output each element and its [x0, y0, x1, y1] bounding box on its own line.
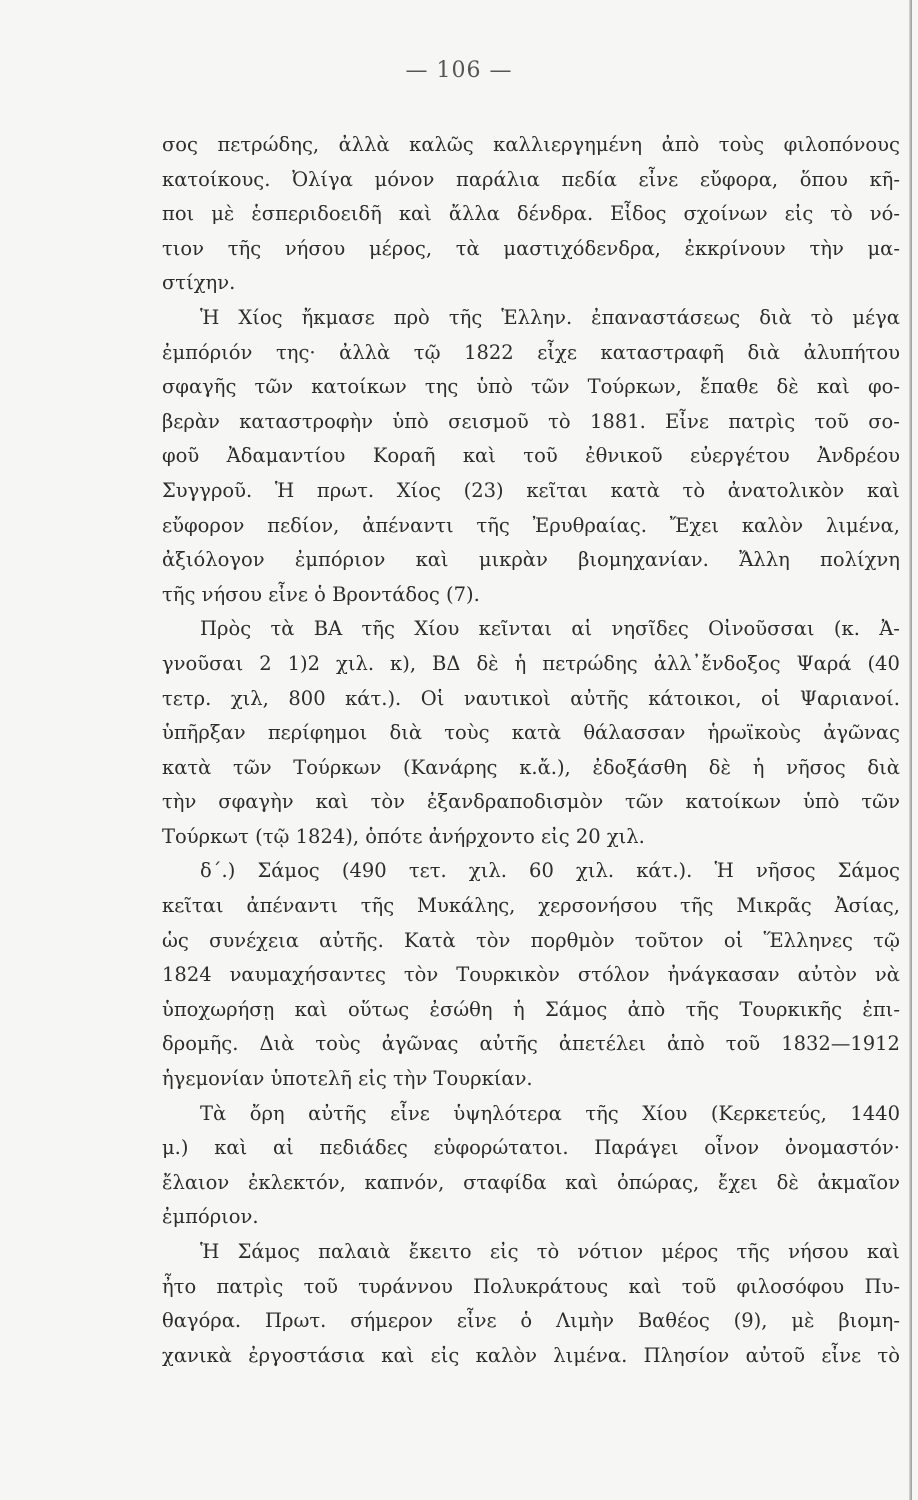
- text-line: σφαγῆς τῶν κατοίκων της ὑπὸ τῶν Τούρκων, ἔπαθε δὲ καὶ φο-: [162, 375, 900, 399]
- text-line: ὑπῆρξαν περίφημοι διὰ τοὺς κατὰ θάλασσαν ἡρωϊκοὺς ἀγῶνας: [162, 721, 900, 745]
- page-edge-shadow: [909, 0, 912, 1500]
- text-line: τιον τῆς νήσου μέρος, τὰ μαστιχόδενδρα, ἐκκρίνουν τὴν μα-: [162, 236, 900, 260]
- text-line: Τούρκωτ (τῷ 1824), ὁπότε ἀνήρχοντο εἰς 20 χιλ.: [162, 824, 645, 848]
- text-line: εὔφορον πεδίον, ἀπέναντι τῆς Ἐρυθραίας. Ἔχει καλὸν λιμένα,: [162, 513, 900, 537]
- text-line: τὴν σφαγὴν καὶ τὸν ἐξανδραποδισμὸν τῶν κατοίκων ὑπὸ τῶν: [162, 790, 900, 814]
- text-line: ποι μὲ ἑσπεριδοειδῆ καὶ ἄλλα δένδρα. Εἶδος σχοίνων εἰς τὸ νό-: [162, 202, 900, 226]
- text-line: 1824 ναυμαχήσαντες τὸν Τουρκικὸν στόλον ἠνάγκασαν αὐτὸν νὰ: [162, 963, 900, 987]
- text-line: στίχην.: [162, 271, 236, 295]
- text-line: κατὰ τῶν Τούρκων (Κανάρης κ.ἄ.), ἐδοξάσθη δὲ ἡ νῆσος διὰ: [162, 755, 900, 779]
- text-line: γνοῦσαι 2 1)2 χιλ. κ), ΒΔ δὲ ἡ πετρώδης ἀλλ᾽ἔνδοξος Ψαρά (40: [162, 651, 900, 675]
- text-line: φοῦ Ἀδαμαντίου Κοραῆ καὶ τοῦ ἐθνικοῦ εὐεργέτου Ἀνδρέου: [162, 444, 900, 468]
- text-line: τετρ. χιλ, 800 κάτ.). Οἱ ναυτικοὶ αὐτῆς κάτοικοι, οἱ Ψαριανοί.: [162, 686, 900, 710]
- text-line: βερὰν καταστροφὴν ὑπὸ σεισμοῦ τὸ 1881. Εἶνε πατρὶς τοῦ σο-: [162, 409, 900, 433]
- text-line: μ.) καὶ αἱ πεδιάδες εὐφορώτατοι. Παράγει οἶνον ὀνομαστόν·: [162, 1136, 900, 1160]
- text-line: δρομῆς. Διὰ τοὺς ἀγῶνας αὐτῆς ἀπετέλει ἀπὸ τοῦ 1832—1912: [162, 1032, 900, 1056]
- text-line: σος πετρώδης, ἀλλὰ καλῶς καλλιεργημένη ἀπὸ τοὺς φιλοπόνους: [162, 133, 900, 156]
- text-line: δ΄.) Σάμος (490 τετ. χιλ. 60 χιλ. κάτ.). Ἡ νῆσος Σάμος: [200, 859, 900, 883]
- text-line: Συγγροῦ. Ἡ πρωτ. Χίος (23) κεῖται κατὰ τὸ ἀνατολικὸν καὶ: [162, 478, 900, 502]
- body-text: [162, 128, 900, 1373]
- text-line: κατοίκους. Ὀλίγα μόνον παράλια πεδία εἶνε εὔφορα, ὅπου κῆ-: [162, 167, 900, 191]
- text-line: Πρὸς τὰ ΒΑ τῆς Χίου κεῖνται αἱ νησῖδες Οἰνοῦσσαι (κ. Ἀ-: [200, 617, 900, 641]
- text-line: Τὰ ὄρη αὐτῆς εἶνε ὑψηλότερα τῆς Χίου (Κερκετεύς, 1440: [200, 1101, 900, 1125]
- text-line: τῆς νήσου εἶνε ὁ Βροντάδος (7).: [162, 582, 480, 606]
- text-line: ἐμπόριόν της· ἀλλὰ τῷ 1822 εἶχε καταστραφῆ διὰ ἀλυπήτου: [162, 340, 900, 364]
- text-line: ἔλαιον ἐκλεκτόν, καπνόν, σταφίδα καὶ ὀπώρας, ἔχει δὲ ἀκμαῖον: [162, 1170, 900, 1194]
- text-line: θαγόρα. Πρωτ. σήμερον εἶνε ὁ Λιμὴν Βαθέος (9), μὲ βιομη-: [162, 1309, 900, 1333]
- text-line: κεῖται ἀπέναντι τῆς Μυκάλης, χερσονήσου τῆς Μικρᾶς Ἀσίας,: [162, 894, 900, 918]
- text-line: ὡς συνέχεια αὐτῆς. Κατὰ τὸν πορθμὸν τοῦτον οἱ Ἕλληνες τῷ: [162, 928, 900, 952]
- text-line: ἡγεμονίαν ὑποτελῆ εἰς τὴν Τουρκίαν.: [162, 1067, 533, 1091]
- text-line: ἐμπόριον.: [162, 1205, 259, 1229]
- text-line: ἦτο πατρὶς τοῦ τυράννου Πολυκράτους καὶ τοῦ φιλοσόφου Πυ-: [162, 1274, 900, 1298]
- text-line: ἀξιόλογον ἐμπόριον καὶ μικρὰν βιομηχανίαν. Ἄλλη πολίχνη: [162, 548, 900, 572]
- page-number: — 106 —: [405, 58, 513, 83]
- text-line: ὑποχωρήσῃ καὶ οὕτως ἐσώθη ἡ Σάμος ἀπὸ τῆς Τουρκικῆς ἐπι-: [162, 997, 900, 1021]
- text-line: Ἡ Χίος ἤκμασε πρὸ τῆς Ἑλλην. ἐπαναστάσεως διὰ τὸ μέγα: [200, 305, 900, 329]
- text-line: Ἡ Σάμος παλαιὰ ἔκειτο εἰς τὸ νότιον μέρος τῆς νήσου καὶ: [200, 1240, 900, 1263]
- text-line: χανικὰ ἐργοστάσια καὶ εἰς καλὸν λιμένα. Πλησίον αὐτοῦ εἶνε τὸ: [162, 1343, 900, 1367]
